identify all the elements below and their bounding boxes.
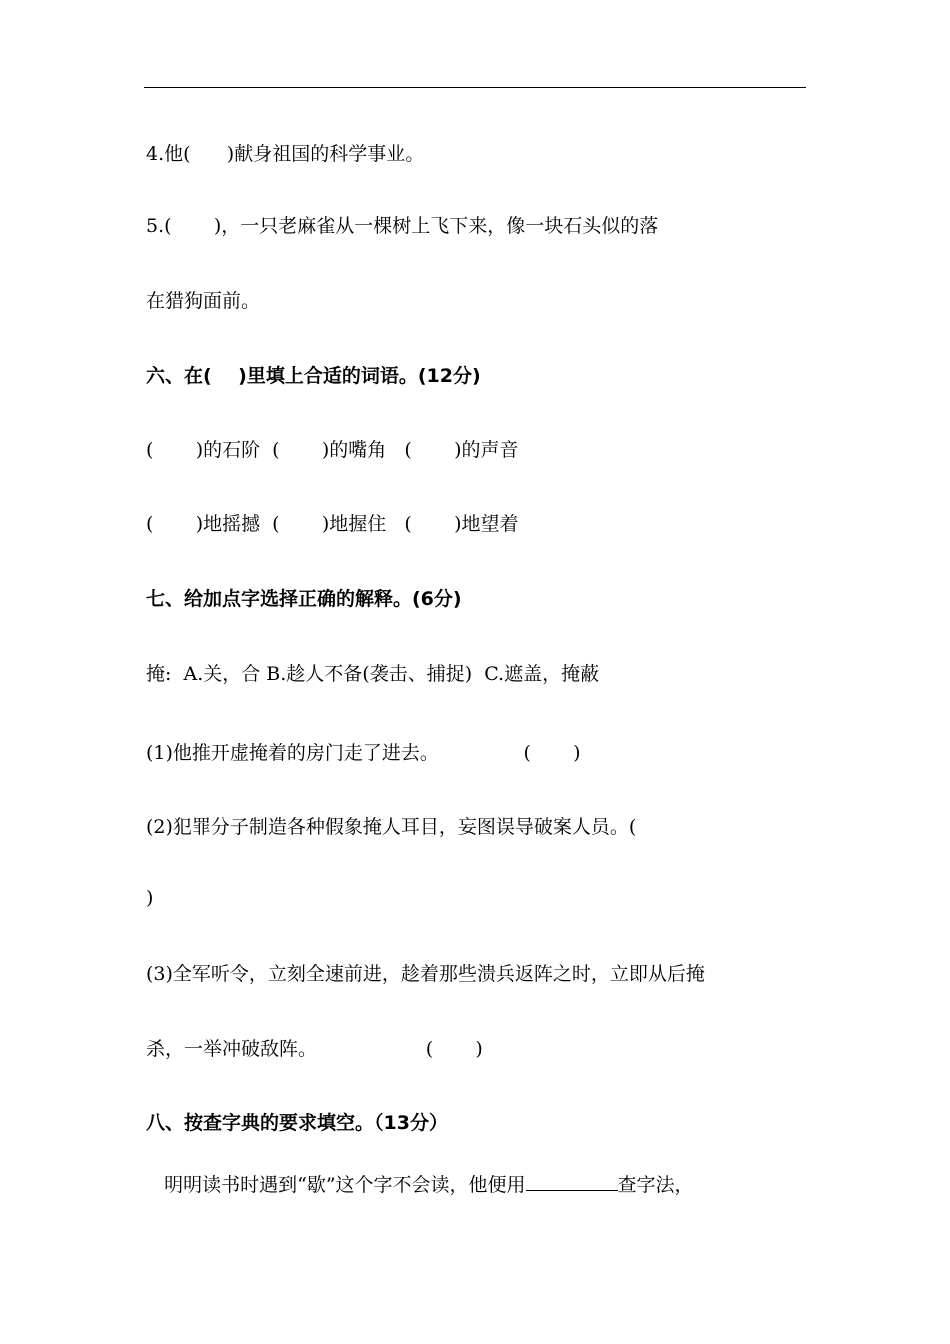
section-7-heading: 七、给加点字选择正确的解释。(6分)	[146, 588, 462, 610]
section-8-paragraph	[146, 1172, 694, 1197]
item-2-cont: )	[146, 887, 154, 909]
paragraph-text-end: 查字法，	[617, 1174, 694, 1196]
item-2: (2)犯罪分子制造各种假象掩人耳目，妄图误导破案人员。(	[146, 816, 637, 838]
paragraph-text: 明明读书时遇到“歇”这个字不会读，他便用	[146, 1174, 526, 1196]
question-5: 5.( )，一只老麻雀从一棵树上飞下来，像一块石头似的落	[146, 215, 659, 237]
section-8-heading: 八、按查字典的要求填空。（13分）	[146, 1112, 448, 1134]
section-6-row-1: ( )的石阶 ( )的嘴角 ( )的声音	[146, 439, 519, 461]
question-5-cont: 在猎狗面前。	[146, 290, 261, 312]
header-rule	[144, 87, 806, 88]
definition-list: 掩: A.关，合 B.趁人不备(袭击、捕捉) C.遮盖，掩蔽	[146, 663, 600, 685]
item-1: (1)他推开虚掩着的房门走了进去。 ( )	[146, 742, 581, 764]
question-4: 4.他( )献身祖国的科学事业。	[146, 143, 425, 165]
answer-blank[interactable]	[526, 1172, 618, 1191]
section-6-row-2: ( )地摇撼 ( )地握住 ( )地望着	[146, 513, 519, 535]
section-6-heading: 六、在( )里填上合适的词语。(12分)	[146, 365, 481, 387]
item-3-cont: 杀，一举冲破敌阵。 ( )	[146, 1038, 483, 1060]
item-3: (3)全军听令，立刻全速前进，趁着那些溃兵返阵之时，立即从后掩	[146, 963, 705, 985]
